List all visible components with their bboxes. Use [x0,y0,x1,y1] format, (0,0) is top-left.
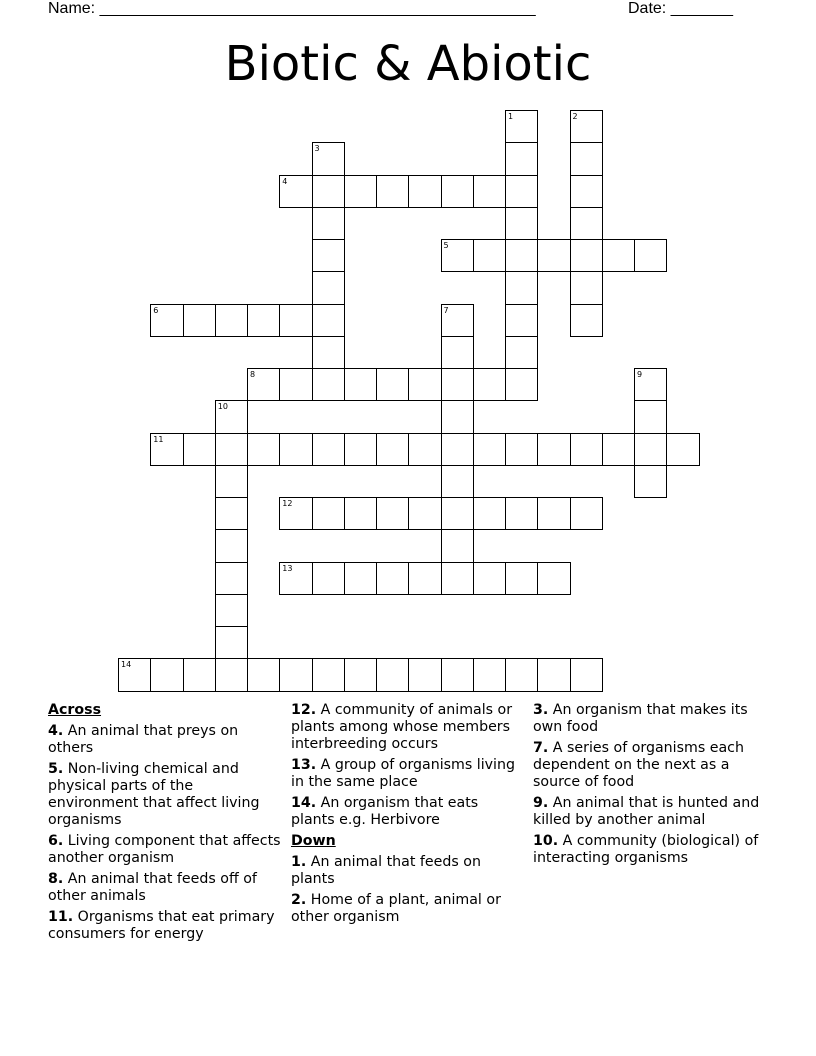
clue-number: 11 [153,434,164,444]
clue-number: 5 [443,241,449,250]
crossword-cell[interactable] [441,658,474,691]
crossword-cell[interactable] [634,368,667,401]
clues-column-1 [48,702,284,947]
crossword-cell[interactable] [408,497,441,530]
crossword-cell[interactable] [215,658,248,691]
crossword-cell[interactable] [279,562,312,595]
crossword-cell[interactable] [215,594,248,627]
crossword-cell[interactable] [505,433,538,466]
crossword-cell[interactable] [215,497,248,530]
crossword-cell[interactable] [279,368,312,401]
clue-across-5: 5. Non-living chemical and physical parts of the environment that affect living organisms [48,761,260,828]
crossword-cell[interactable] [634,239,667,272]
crossword-cell[interactable] [376,368,409,401]
crossword-cell[interactable] [344,497,377,530]
crossword-cell[interactable] [376,497,409,530]
crossword-cell[interactable] [441,304,474,337]
crossword-cell[interactable] [441,239,474,272]
crossword-cell[interactable] [247,304,280,337]
crossword-cell[interactable] [505,110,538,143]
clue-down-1: 1. An animal that feeds on plants [291,854,481,887]
crossword-cell[interactable] [441,497,474,530]
crossword-cell[interactable] [279,658,312,691]
clue-number: 6 [153,305,159,315]
crossword-cell[interactable] [570,175,603,208]
crossword-cell[interactable] [279,433,312,466]
clues-column-3 [533,702,769,871]
clue-down-10: 10. A community (biological) of interacting organisms [533,833,759,866]
clue-number: 14 [121,660,132,670]
crossword-cell[interactable] [312,271,345,304]
clue-across-14: 14. An organism that eats plants e.g. Herbivore [291,795,479,828]
crossword-cell[interactable] [215,400,248,433]
crossword-cell[interactable] [505,368,538,401]
clue-number: 8 [250,370,256,379]
crossword-cell[interactable] [473,433,506,466]
clue-number: 12 [282,499,293,508]
crossword-cell[interactable] [602,433,635,466]
clue-down-9: 9. An animal that is hunted and killed by another animal [533,795,760,828]
crossword-cell[interactable] [344,658,377,691]
crossword-cell[interactable] [441,400,474,433]
crossword-cell[interactable] [473,562,506,595]
crossword-cell[interactable] [215,433,248,466]
crossword-cell[interactable] [570,433,603,466]
crossword-cell[interactable] [505,142,538,175]
date-label: Date: _______ [628,0,733,17]
crossword-cell[interactable] [505,658,538,691]
clue-number: 4 [282,176,288,186]
crossword-cell[interactable] [473,239,506,272]
clue-across-6: 6. Living component that affects another organism [48,833,281,866]
crossword-cell[interactable] [376,175,409,208]
crossword-cell[interactable] [441,175,474,208]
crossword-cell[interactable] [441,465,474,498]
crossword-cell[interactable] [344,433,377,466]
crossword-cell[interactable] [570,239,603,272]
crossword-cell[interactable] [312,497,345,530]
clue-number: 2 [572,112,578,121]
clue-down-7: 7. A series of organisms each dependent on the next as a source of food [533,740,744,790]
crossword-cell[interactable] [634,465,667,498]
crossword-cell[interactable] [376,658,409,691]
crossword-cell[interactable] [312,304,345,337]
crossword-cell[interactable] [118,658,151,691]
crossword-cell[interactable] [473,658,506,691]
crossword-cell[interactable] [505,207,538,240]
crossword-cell[interactable] [473,368,506,401]
clue-down-2: 2. Home of a plant, animal or other organism [291,892,501,925]
crossword-cell[interactable] [505,562,538,595]
crossword-cell[interactable] [570,658,603,691]
clue-down-3: 3. An organism that makes its own food [533,702,748,735]
crossword-cell[interactable] [312,175,345,208]
crossword-cell[interactable] [537,658,570,691]
crossword-cell[interactable] [505,336,538,369]
crossword-cell[interactable] [312,658,345,691]
crossword-cell[interactable] [408,562,441,595]
crossword-cell[interactable] [247,368,280,401]
crossword-cell[interactable] [376,433,409,466]
crossword-cell[interactable] [408,433,441,466]
crossword-cell[interactable] [505,497,538,530]
clue-number: 10 [217,402,228,412]
crossword-cell[interactable] [570,497,603,530]
crossword-cell[interactable] [570,142,603,175]
crossword-cell[interactable] [570,207,603,240]
down-heading: Down [291,833,336,849]
crossword-cell[interactable] [215,529,248,562]
crossword-cell[interactable] [150,304,183,337]
crossword-cell[interactable] [215,626,248,659]
crossword-cell[interactable] [408,175,441,208]
crossword-cell[interactable] [666,433,699,466]
crossword-cell[interactable] [537,562,570,595]
crossword-cell[interactable] [634,400,667,433]
crossword-cell[interactable] [505,271,538,304]
crossword-cell[interactable] [537,239,570,272]
crossword-cell[interactable] [505,175,538,208]
clue-number: 13 [282,563,293,573]
clue-across-8: 8. An animal that feeds off of other animals [48,871,257,904]
crossword-cell[interactable] [183,433,216,466]
crossword-cell[interactable] [312,336,345,369]
clue-number: 7 [443,305,449,315]
crossword-cell[interactable] [473,497,506,530]
clue-number: 9 [637,370,643,379]
crossword-cell[interactable] [376,562,409,595]
clue-across-11: 11. Organisms that eat primary consumers for energy [48,909,275,942]
crossword-cell[interactable] [312,368,345,401]
crossword-cell[interactable] [312,142,345,175]
crossword-cell[interactable] [247,658,280,691]
clue-across-4: 4. An animal that preys on others [48,723,239,756]
crossword-cell[interactable] [183,658,216,691]
crossword-cell[interactable] [215,465,248,498]
clue-number: 1 [508,112,514,121]
crossword-cell[interactable] [150,433,183,466]
crossword-cell[interactable] [279,304,312,337]
crossword-cell[interactable] [312,433,345,466]
crossword-cell[interactable] [505,239,538,272]
crossword-cell[interactable] [570,304,603,337]
crossword-cell[interactable] [344,562,377,595]
crossword-cell[interactable] [344,175,377,208]
crossword-cell[interactable] [441,336,474,369]
crossword-cell[interactable] [279,497,312,530]
crossword-cell[interactable] [312,207,345,240]
crossword-cell[interactable] [441,433,474,466]
crossword-cell[interactable] [279,175,312,208]
crossword-cell[interactable] [441,368,474,401]
crossword-cell[interactable] [634,433,667,466]
clues-column-2 [291,702,525,930]
clue-number: 3 [314,144,320,154]
crossword-cell[interactable] [344,368,377,401]
crossword-cell[interactable] [570,110,603,143]
clue-across-13: 13. A group of organisms living in the same place [291,757,515,790]
crossword-cell[interactable] [215,304,248,337]
crossword-cell[interactable] [570,271,603,304]
crossword-cell[interactable] [537,497,570,530]
crossword-cell[interactable] [473,175,506,208]
crossword-cell[interactable] [441,562,474,595]
crossword-cell[interactable] [505,304,538,337]
crossword-cell[interactable] [441,529,474,562]
crossword-cell[interactable] [408,368,441,401]
across-heading: Across [48,702,102,718]
crossword-cell[interactable] [215,562,248,595]
crossword-cell[interactable] [312,239,345,272]
crossword-cell[interactable] [150,658,183,691]
page-title: Biotic & Abiotic [224,36,592,92]
clue-across-12: 12. A community of animals or plants among whose members interbreeding occurs [291,702,513,752]
crossword-cell[interactable] [247,433,280,466]
crossword-cell[interactable] [537,433,570,466]
crossword-cell[interactable] [183,304,216,337]
crossword-cell[interactable] [602,239,635,272]
name-label: Name: _________________________________________________ [48,0,536,17]
crossword-cell[interactable] [408,658,441,691]
crossword-cell[interactable] [312,562,345,595]
